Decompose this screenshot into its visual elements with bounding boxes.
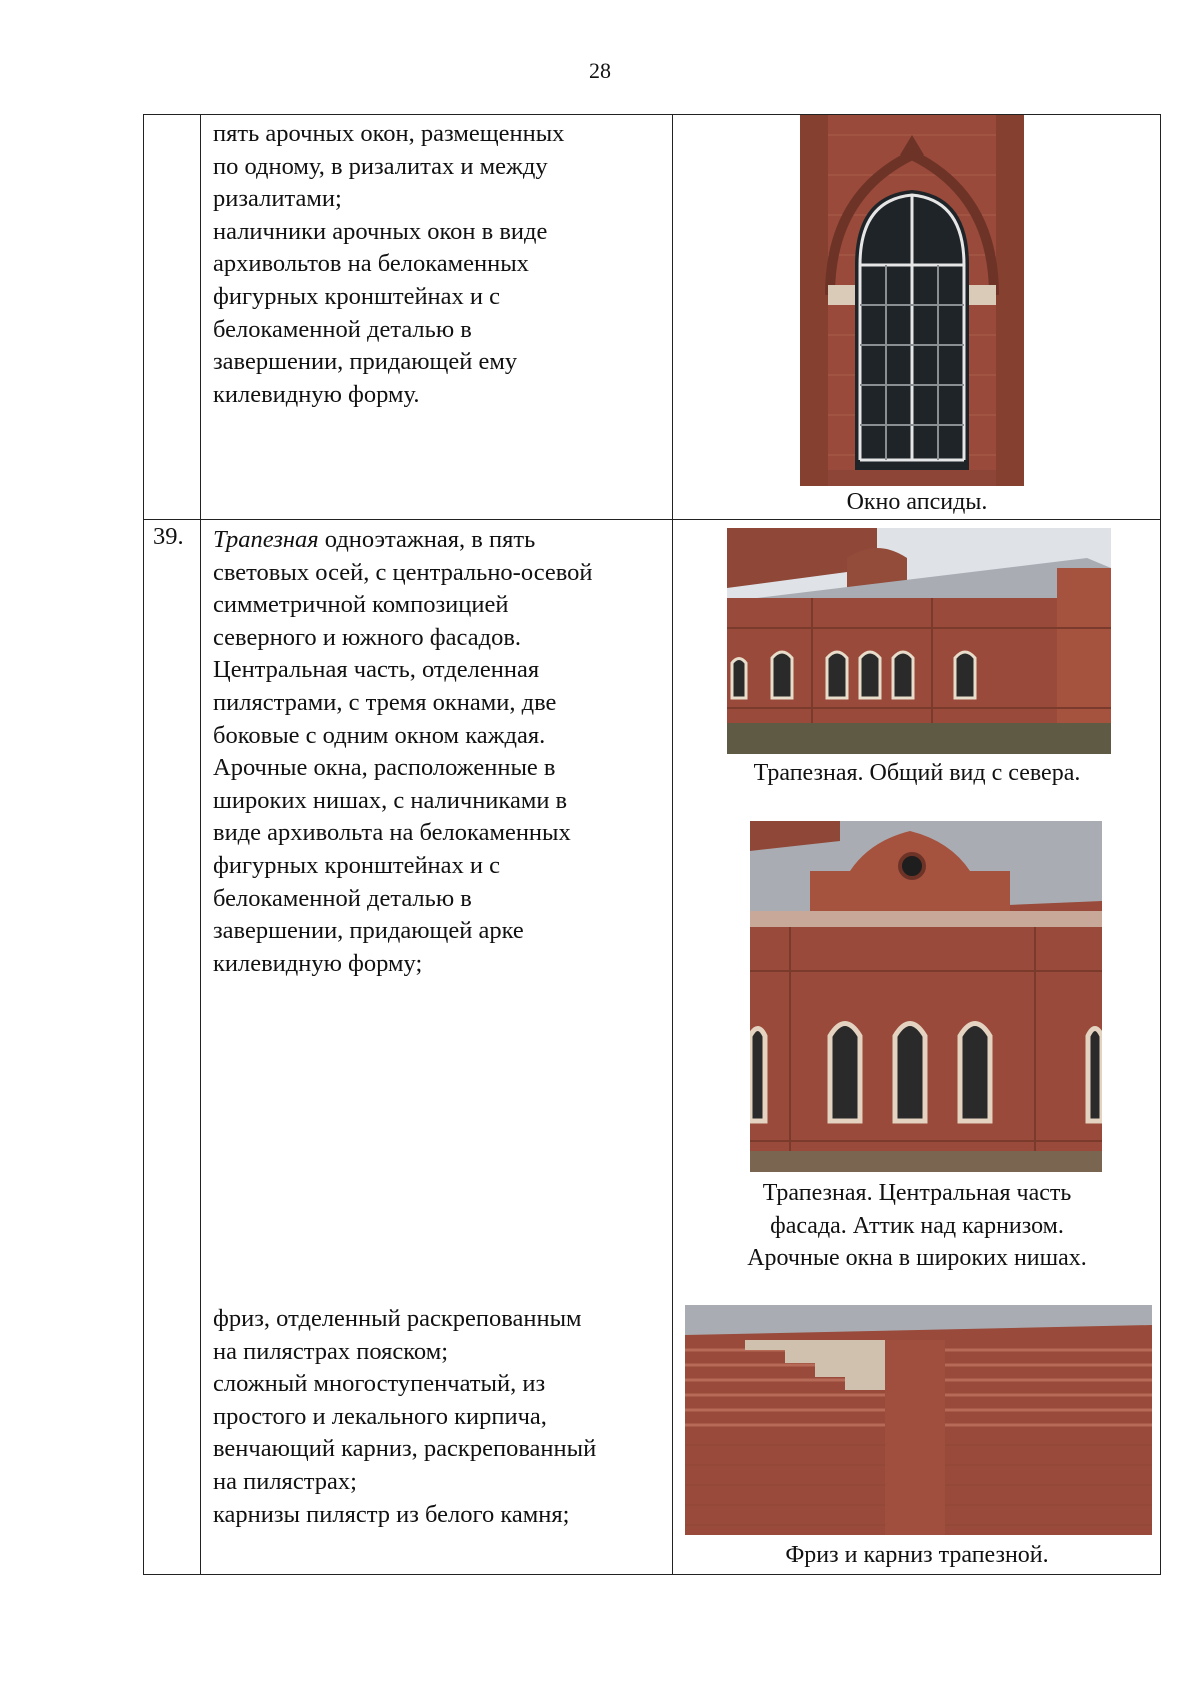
row-divider: [144, 519, 1160, 520]
apse-window-caption: Окно апсиды.: [846, 489, 988, 515]
refectory-north-view-caption: Трапезная. Общий вид с севера.: [753, 760, 1081, 786]
refectory-frieze-caption: Фриз и карниз трапезной.: [785, 1542, 1049, 1568]
refectory-frieze-photo: [685, 1305, 1152, 1535]
column-divider-number: [200, 115, 201, 1574]
row-number: 39.: [153, 523, 184, 550]
column-divider-photo: [672, 115, 673, 1574]
apse-window-photo: [800, 115, 1024, 486]
page-number: 28: [589, 58, 611, 83]
refectory-central-facade-photo: [750, 821, 1102, 1172]
description-table: [143, 114, 1161, 1575]
refectory-description-text: одноэтажная, в пять световых осей, с центрально-осевой симметричной композицией северного и южного фасадов. Центральная часть, отделенная пилястрами, с тремя окнами, две боковые с одним окном каждая. Арочные окна, расположенные в широких нишах, с наличниками в виде архивольта на белокаменных фигурных кронштейнах и с белокаменной деталью в завершении, придающей арке килевидную форму;: [213, 526, 593, 977]
refectory-north-view-photo: [727, 528, 1111, 754]
row-continued-text: пять арочных окон, размещенных по одному, в ризалитах и между ризалитами; наличники арочных окон в виде архивольтов на белокаменных фигурных кронштейнах и с белокаменной деталью в завершении, придающей ему килевидную форму.: [213, 120, 565, 408]
refectory-central-facade-caption: Трапезная. Центральная часть фасада. Аттик над карнизом. Арочные окна в широких нишах.: [747, 1180, 1087, 1272]
refectory-description: [213, 524, 668, 980]
refectory-frieze-text: фриз, отделенный раскрепованным на пилястрах пояском; сложный многоступенчатый, из простого и лекального кирпича, венчающий карниз, раскрепованный на пилястрах; карнизы пилястр из белого камня;: [213, 1305, 597, 1528]
refectory-title: Трапезная: [213, 526, 319, 553]
